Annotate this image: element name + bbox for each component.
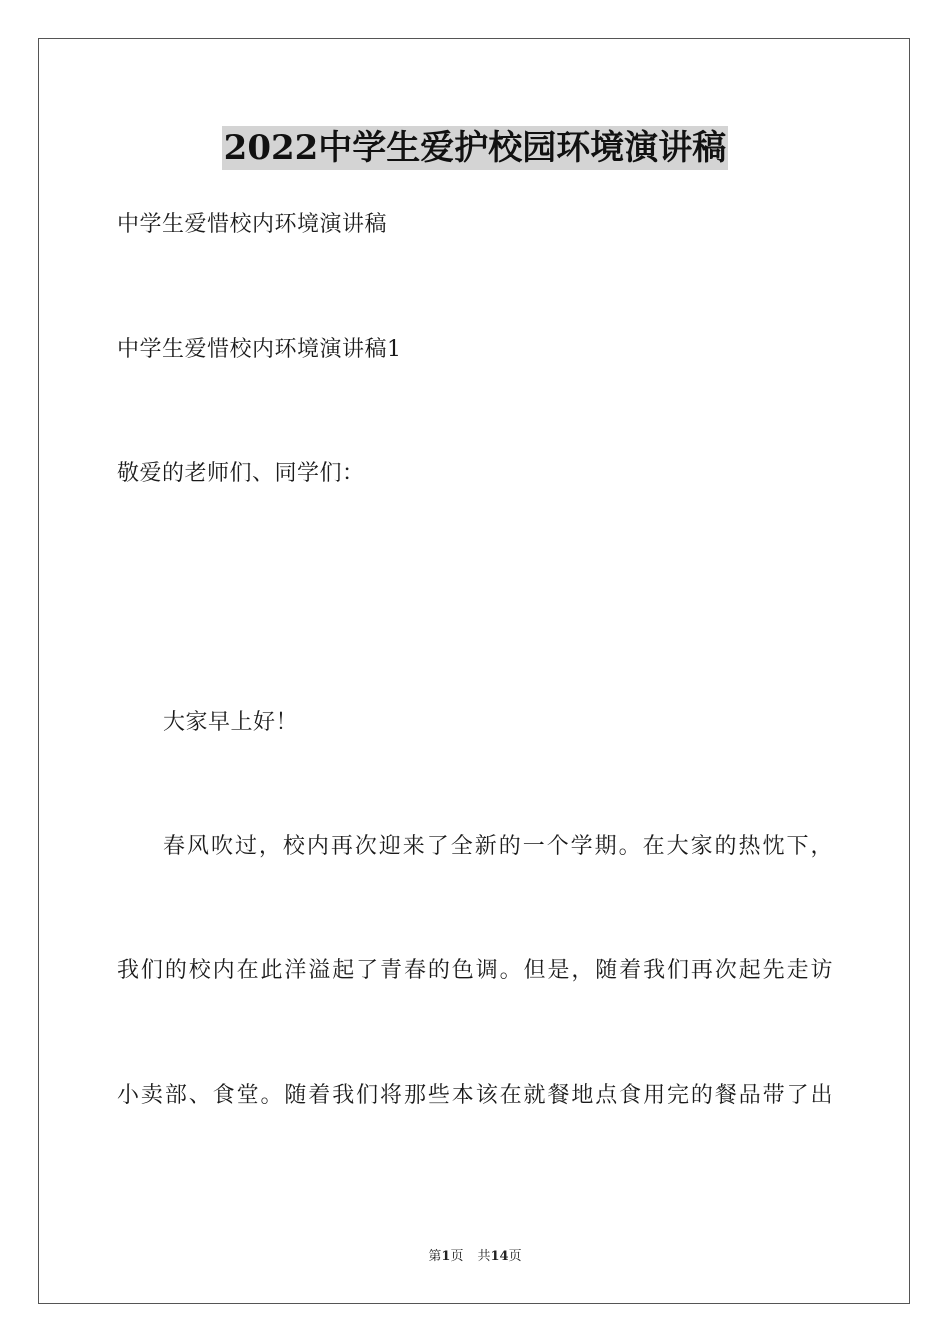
body-line-2: 我们的校内在此洋溢起了青春的色调。但是，随着我们再次起先走访: [117, 958, 833, 983]
page-prefix: 第: [428, 1249, 442, 1264]
subtitle-line: 中学生爱惜校内环境演讲稿: [117, 212, 388, 237]
title-container: [0, 126, 950, 170]
section-heading: 中学生爱惜校内环境演讲稿1: [117, 337, 402, 362]
page-footer: [0, 1248, 950, 1266]
salutation: 敬爱的老师们、同学们：: [117, 461, 365, 486]
body-line-1: 春风吹过，校内再次迎来了全新的一个学期。在大家的热忱下，: [163, 834, 833, 859]
page-suffix: 页: [450, 1249, 464, 1264]
body-line-3: 小卖部、食堂。随着我们将那些本该在就餐地点食用完的餐品带了出: [117, 1083, 833, 1108]
greeting: 大家早上好！: [163, 710, 299, 735]
document-title: 2022中学生爱护校园环境演讲稿: [223, 128, 727, 168]
total-page-count: 14: [490, 1249, 509, 1264]
total-prefix: 共: [477, 1249, 491, 1264]
total-suffix: 页: [508, 1249, 522, 1264]
current-page-number: 1: [441, 1249, 451, 1264]
